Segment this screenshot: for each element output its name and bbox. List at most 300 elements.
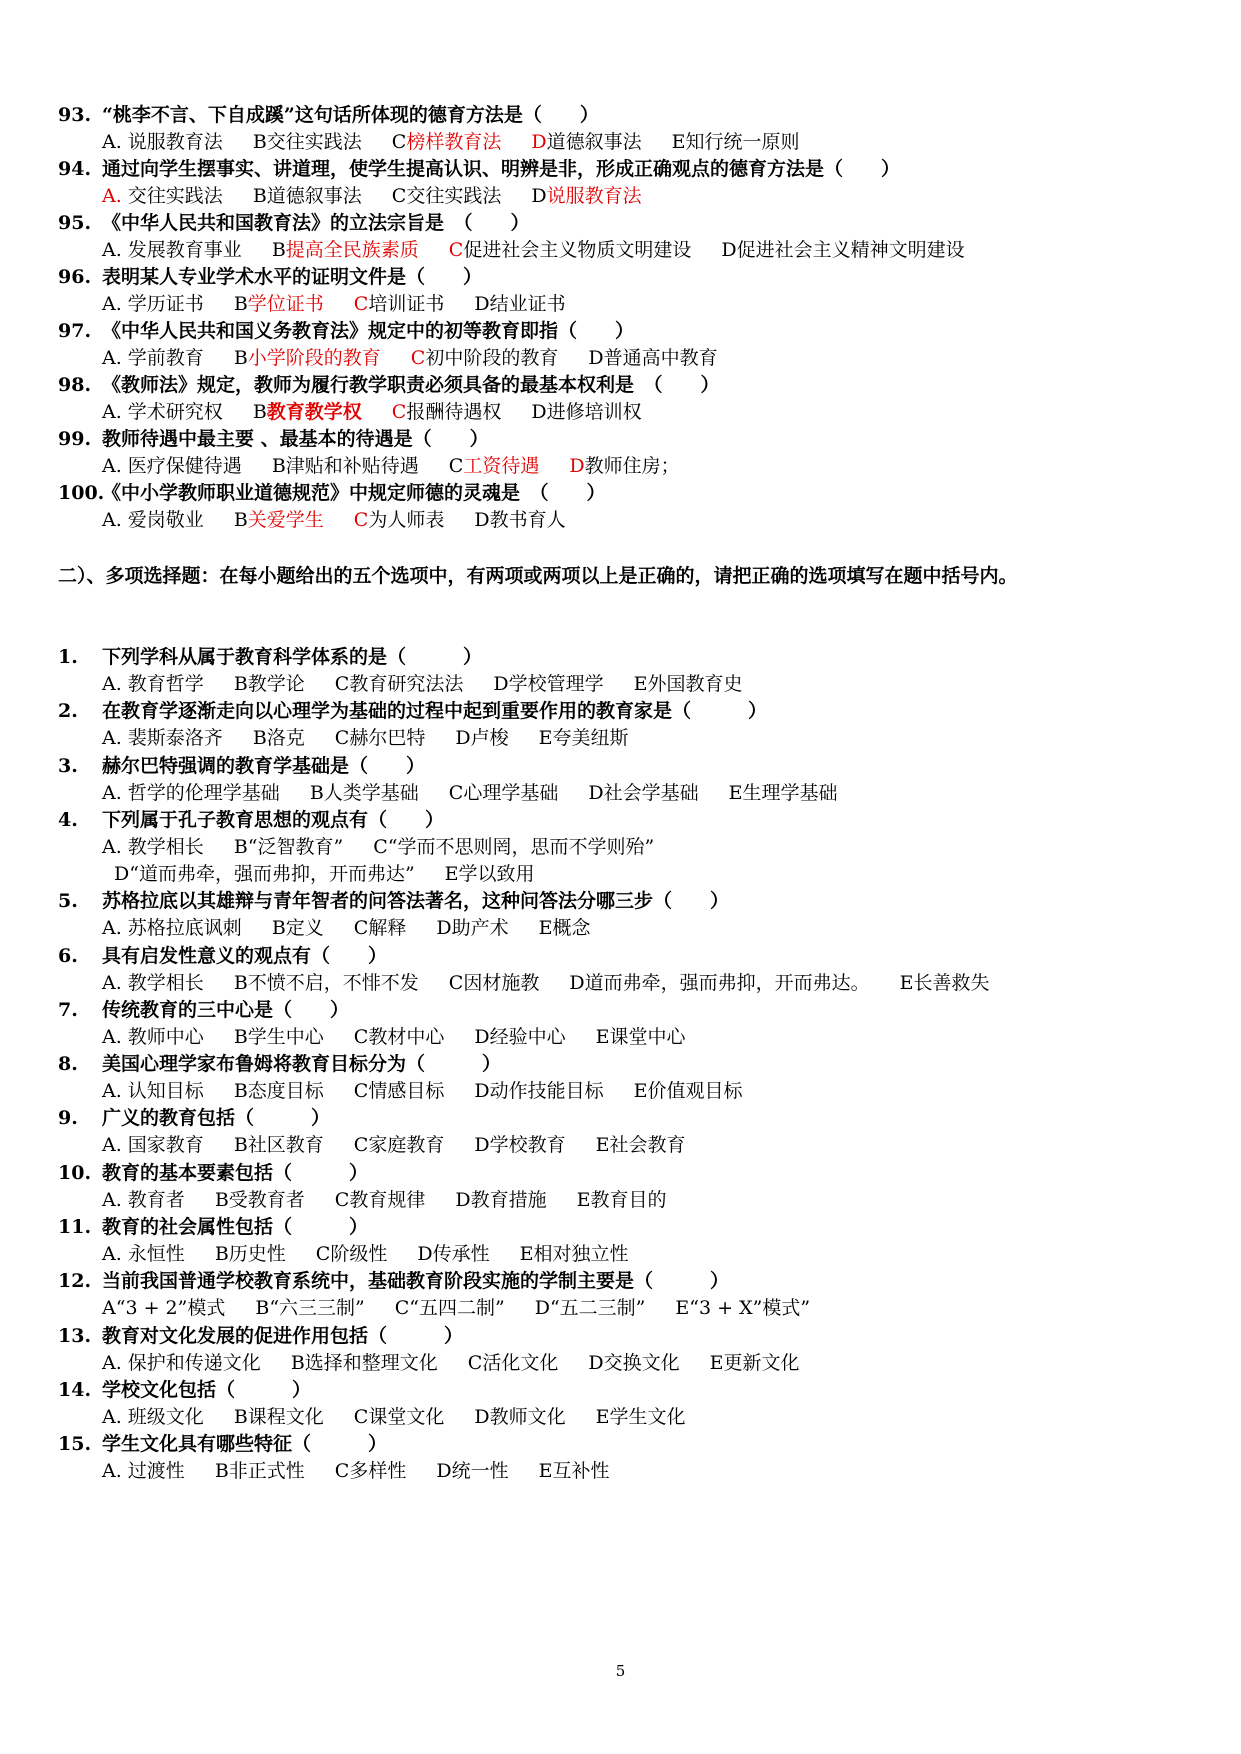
question-text: 教育的社会属性包括（ ） <box>102 1216 369 1238</box>
option <box>102 1188 185 1212</box>
option <box>234 346 381 370</box>
question <box>58 645 482 669</box>
option-letter: B <box>233 509 248 531</box>
option-letter: D <box>534 1297 550 1320</box>
option-letter: D <box>114 862 130 885</box>
options-row <box>102 130 830 154</box>
option-letter: A. <box>102 1351 122 1374</box>
option <box>335 1188 426 1212</box>
option-letter: D <box>531 131 547 153</box>
question <box>58 1215 368 1239</box>
option <box>291 1351 438 1375</box>
option-letter: A. <box>102 917 122 940</box>
option-letter: C <box>353 293 369 315</box>
options-row <box>102 1025 716 1049</box>
question-number: 12. <box>58 1270 92 1293</box>
option-letter: C <box>353 509 369 531</box>
option-letter: C <box>334 727 350 750</box>
option-letter: C <box>353 1080 369 1103</box>
question-text: 具有启发性意义的观点有（ ） <box>102 944 388 967</box>
option-letter: A. <box>102 1243 122 1265</box>
option-letter: D <box>474 293 490 315</box>
option <box>417 1242 489 1266</box>
option-text: 课堂中心 <box>609 1025 686 1048</box>
option <box>102 184 223 208</box>
option <box>596 1133 686 1157</box>
option-text: 小学阶段的教育 <box>247 347 381 369</box>
question-number: 97. <box>58 320 92 342</box>
option <box>102 1133 204 1157</box>
option-letter: E <box>595 1025 610 1048</box>
option-letter: D <box>474 1025 490 1048</box>
option <box>335 1459 407 1483</box>
question-number: 10. <box>58 1161 92 1184</box>
option-letter: B <box>214 1243 229 1265</box>
option <box>102 781 280 805</box>
option <box>102 1025 204 1049</box>
option <box>255 1296 364 1320</box>
question-text: 《中华人民共和国教育法》的立法宗旨是 （ ） <box>102 212 530 234</box>
option <box>354 916 407 940</box>
question-number: 7. <box>58 998 78 1021</box>
option-letter: E <box>671 131 686 153</box>
option-text: 知行统一原则 <box>685 131 800 153</box>
option <box>215 1459 305 1483</box>
option <box>596 1025 686 1049</box>
option-letter: D <box>531 401 547 423</box>
question-text: 赫尔巴特强调的教育学基础是（ ） <box>102 754 426 777</box>
option-letter: B <box>233 1134 248 1157</box>
options-row <box>102 400 672 424</box>
option <box>392 400 502 424</box>
option-letter: B <box>233 347 248 369</box>
option-text: 工资待遇 <box>463 455 540 477</box>
option-text: 更新文化 <box>723 1351 800 1374</box>
option-letter: C <box>467 1351 483 1374</box>
option-text: 社会学基础 <box>603 781 699 804</box>
option-text: 互补性 <box>552 1460 610 1483</box>
option-letter: E <box>709 1351 724 1374</box>
option <box>474 1133 565 1157</box>
option <box>114 862 415 886</box>
option <box>102 346 204 370</box>
option-letter: B <box>309 781 324 804</box>
question-text: 美国心理学家布鲁姆将教育目标分为（ ） <box>102 1053 502 1076</box>
option-letter: D <box>588 1351 604 1374</box>
question <box>58 103 599 127</box>
question-number: 93. <box>58 104 92 126</box>
option <box>569 454 679 478</box>
option <box>102 971 204 995</box>
option-letter: E <box>633 1080 648 1103</box>
option-letter: D <box>493 673 509 695</box>
option <box>102 1459 185 1483</box>
question-text: 传统教育的三中心是（ ） <box>102 998 350 1021</box>
question-text: 通过向学生摆事实、讲道理，使学生提高认识、明辨是非，形成正确观点的德育方法是（ ） <box>102 158 901 180</box>
option <box>468 1351 559 1375</box>
option-letter: A. <box>102 293 122 315</box>
option-text: 相对独立性 <box>533 1243 629 1265</box>
question-number: 1. <box>58 646 78 668</box>
option <box>539 1459 610 1483</box>
option-text: 道而弗牵，强而弗抑，开而弗达。 <box>584 971 870 994</box>
option-letter: A. <box>102 1134 122 1157</box>
option <box>354 508 445 532</box>
option <box>272 454 419 478</box>
options-row <box>102 916 621 940</box>
option <box>449 971 540 995</box>
option-letter: D <box>474 1080 490 1103</box>
option <box>272 916 324 940</box>
option-letter: A. <box>102 509 122 531</box>
option-letter: C <box>448 239 464 261</box>
question-number: 5. <box>58 890 78 913</box>
option <box>102 672 204 696</box>
options-row <box>102 1351 830 1375</box>
option-letter: E <box>633 673 648 695</box>
option-letter: D <box>417 1243 433 1265</box>
option-text: 爱岗敬业 <box>121 509 204 531</box>
option <box>253 184 362 208</box>
option <box>234 1133 324 1157</box>
option-text: 交往实践法 <box>266 131 362 153</box>
option-text: 说服教育法 <box>546 185 642 207</box>
option <box>102 1405 204 1429</box>
option <box>436 916 508 940</box>
option <box>354 1133 445 1157</box>
option-letter: D <box>588 781 604 804</box>
option <box>474 1079 603 1103</box>
option-text: 卢梭 <box>470 727 509 750</box>
question <box>58 1432 387 1456</box>
question-number: 4. <box>58 808 78 831</box>
option-text: 学以致用 <box>458 862 535 885</box>
option-text: 普通高中教育 <box>603 347 718 369</box>
options-row-continued <box>114 862 565 886</box>
option <box>215 1242 286 1266</box>
options-row <box>102 1242 659 1266</box>
option-text: 课程文化 <box>247 1405 324 1428</box>
option-letter: B <box>252 131 267 153</box>
option-text: 交换文化 <box>603 1351 680 1374</box>
option-letter: A. <box>102 347 122 369</box>
option-letter: C <box>315 1243 331 1265</box>
option-text: 态度目标 <box>247 1080 324 1103</box>
option-letter: E <box>576 1188 591 1211</box>
option <box>102 238 242 262</box>
option-letter: E <box>595 1134 610 1157</box>
option <box>102 292 204 316</box>
option-letter: B <box>214 1460 229 1483</box>
option-text: 受教育者 <box>228 1188 305 1211</box>
options-row <box>102 971 1020 995</box>
question-number: 2. <box>58 700 78 723</box>
option-text: 交往实践法 <box>121 185 223 207</box>
option-letter: A. <box>102 781 122 804</box>
option-text: 教育措施 <box>470 1188 547 1211</box>
question-text: 教育对文化发展的促进作用包括（ ） <box>102 1324 464 1347</box>
question-number: 6. <box>58 944 78 967</box>
option-text: 教育研究法法 <box>349 673 464 695</box>
option-text: 教学相长 <box>121 971 204 994</box>
options-row <box>102 184 672 208</box>
option-letter: A. <box>102 239 122 261</box>
option-letter: B <box>233 1025 248 1048</box>
option-text: 经验中心 <box>489 1025 566 1048</box>
option-letter: D <box>569 971 585 994</box>
question-text: “桃李不言、下自成蹊”这句话所体现的德育方法是（ ） <box>102 104 599 126</box>
option-text: 历史性 <box>228 1243 286 1265</box>
option <box>373 835 654 859</box>
option <box>102 916 242 940</box>
option <box>354 292 445 316</box>
option-text: 教师住房； <box>584 455 680 477</box>
option-text: 学前教育 <box>121 347 204 369</box>
option-letter: B <box>271 917 286 940</box>
option-text: 价值观目标 <box>647 1080 743 1103</box>
option <box>354 1079 445 1103</box>
option <box>102 1296 225 1320</box>
option <box>102 726 223 750</box>
question-text: 当前我国普通学校教育系统中，基础教育阶段实施的学制主要是（ ） <box>102 1270 730 1293</box>
question-text: 苏格拉底以其雄辩与青年智者的问答法著名，这种问答法分哪三步（ ） <box>102 890 730 913</box>
option <box>234 1025 324 1049</box>
option <box>234 835 343 859</box>
option <box>449 238 692 262</box>
option-text: 赫尔巴特 <box>349 727 426 750</box>
option <box>531 130 641 154</box>
option <box>569 971 869 995</box>
option-letter: A. <box>102 185 122 207</box>
option-letter: D <box>721 239 737 261</box>
option-text: 心理学基础 <box>463 781 559 804</box>
question-text: 在教育学逐渐走向以心理学为基础的过程中起到重要作用的教育家是（ ） <box>102 700 768 723</box>
option-text: 学位证书 <box>247 293 324 315</box>
option <box>721 238 964 262</box>
option <box>729 781 838 805</box>
question <box>58 265 482 289</box>
option-letter: D <box>474 509 490 531</box>
option <box>493 672 603 696</box>
option <box>588 346 717 370</box>
option-letter: C <box>448 455 464 477</box>
question-number: 11. <box>58 1216 92 1238</box>
option <box>392 130 502 154</box>
options-row <box>102 454 710 478</box>
option <box>102 454 242 478</box>
option-text: 洛克 <box>266 727 305 750</box>
question-text: 学生文化具有哪些特征（ ） <box>102 1433 388 1456</box>
option-letter: C <box>334 673 350 695</box>
option <box>535 1296 646 1320</box>
option-letter: D <box>455 727 471 750</box>
option-text: “道而弗牵，强而弗抑，开而弗达” <box>129 862 415 885</box>
options-row <box>102 672 773 696</box>
option-text: 情感目标 <box>368 1080 445 1103</box>
option-letter: E <box>728 781 743 804</box>
option-text: 学生中心 <box>247 1025 324 1048</box>
question-number: 14. <box>58 1378 92 1401</box>
option <box>234 1079 324 1103</box>
option-letter: C <box>391 131 407 153</box>
option-letter: A. <box>102 835 122 858</box>
options-row <box>102 1079 773 1103</box>
option-letter: A <box>102 1297 116 1320</box>
option-text: 非正式性 <box>228 1460 305 1483</box>
option-text: 说服教育法 <box>121 131 223 153</box>
option-text: 教学相长 <box>121 835 204 858</box>
option-text: 多样性 <box>349 1460 407 1483</box>
option <box>335 672 464 696</box>
option <box>234 508 324 532</box>
question <box>58 808 444 832</box>
question-text: 下列属于孔子教育思想的观点有（ ） <box>102 808 445 831</box>
option-text: 道德叙事法 <box>266 185 362 207</box>
option-text: 道德叙事法 <box>546 131 642 153</box>
option-letter: D <box>436 1460 452 1483</box>
option-text: 初中阶段的教育 <box>425 347 559 369</box>
option-text: 进修培训权 <box>546 401 642 423</box>
option <box>675 1296 810 1320</box>
option-text: 选择和整理文化 <box>304 1351 438 1374</box>
option <box>455 1188 546 1212</box>
option-text: 教师文化 <box>489 1405 566 1428</box>
option-letter: B <box>252 185 267 207</box>
question-number: 96. <box>58 266 92 288</box>
option-text: 结业证书 <box>489 293 566 315</box>
option <box>310 781 419 805</box>
option-text: 报酬待遇权 <box>406 401 502 423</box>
option-text: 社区教育 <box>247 1134 324 1157</box>
option-letter: D <box>436 917 452 940</box>
option <box>531 400 641 424</box>
option-letter: B <box>252 727 267 750</box>
option-letter: B <box>271 455 286 477</box>
option-text: “学而不思则罔，思而不学则殆” <box>387 835 655 858</box>
option <box>272 238 419 262</box>
option-text: 学术研究权 <box>121 401 223 423</box>
option-letter: E <box>538 727 553 750</box>
option-letter: A. <box>102 1188 122 1211</box>
option-text: 班级文化 <box>121 1405 204 1428</box>
option-letter: E <box>595 1405 610 1428</box>
option-text: 夸美纽斯 <box>552 727 629 750</box>
option-text: 教师中心 <box>121 1025 204 1048</box>
option-text: 教育目的 <box>590 1188 667 1211</box>
option <box>474 508 565 532</box>
option <box>520 1242 629 1266</box>
option-text: 永恒性 <box>121 1243 185 1265</box>
options-row <box>102 781 868 805</box>
option-letter: B <box>255 1297 270 1320</box>
option <box>102 835 204 859</box>
option-text: 教材中心 <box>368 1025 445 1048</box>
option-text: 长善救失 <box>913 971 990 994</box>
question-number: 99. <box>58 428 92 450</box>
option-letter: C <box>353 1134 369 1157</box>
options-row <box>102 1188 697 1212</box>
option <box>411 346 559 370</box>
option <box>474 1405 565 1429</box>
option-text: “五二三制” <box>549 1297 646 1320</box>
option <box>436 1459 508 1483</box>
question-number: 9. <box>58 1107 78 1130</box>
option-text: “3 + 2”模式 <box>115 1297 226 1320</box>
option-letter: A. <box>102 1460 122 1483</box>
question-text: 教师待遇中最主要 、最基本的待遇是（ ） <box>102 428 489 450</box>
option-text: 活化文化 <box>482 1351 559 1374</box>
option-text: 关爱学生 <box>247 509 324 531</box>
option <box>215 1188 305 1212</box>
option-letter: C <box>334 1460 350 1483</box>
option-text: 培训证书 <box>368 293 445 315</box>
option-text: 教学论 <box>247 673 305 695</box>
question-number: 98. <box>58 374 92 396</box>
question-number: 95. <box>58 212 92 234</box>
option <box>234 672 305 696</box>
question <box>58 944 387 968</box>
option-text: 过渡性 <box>121 1460 185 1483</box>
option-text: 国家教育 <box>121 1134 204 1157</box>
option-letter: E <box>899 971 914 994</box>
option-letter: A. <box>102 401 122 423</box>
option-letter: A. <box>102 727 122 750</box>
option-text: 榜样教育法 <box>406 131 502 153</box>
question <box>58 1378 311 1402</box>
question-text: 教育的基本要素包括（ ） <box>102 1161 369 1184</box>
option-letter: D <box>531 185 547 207</box>
option-letter: B <box>271 239 286 261</box>
option-letter: A. <box>102 1080 122 1103</box>
options-row <box>102 1133 716 1157</box>
option-letter: D <box>588 347 604 369</box>
option-text: 保护和传递文化 <box>121 1351 261 1374</box>
options-row <box>102 238 995 262</box>
option <box>474 1025 565 1049</box>
option-text: 解释 <box>368 917 407 940</box>
question-number: 8. <box>58 1053 78 1076</box>
option-text: 学生文化 <box>609 1405 686 1428</box>
options-row <box>102 1459 640 1483</box>
options-row <box>102 346 748 370</box>
question <box>58 319 634 343</box>
question <box>58 373 720 397</box>
option-text: 教育者 <box>121 1188 185 1211</box>
option-text: “六三三制” <box>269 1297 365 1320</box>
option-text: 外国教育史 <box>647 673 743 695</box>
option-text: 生理学基础 <box>742 781 838 804</box>
option <box>102 1242 185 1266</box>
question-text: 《中华人民共和国义务教育法》规定中的初等教育即指（ ） <box>102 320 635 342</box>
question-text: 《中小学教师职业道德规范》中规定师德的灵魂是 （ ） <box>102 482 606 504</box>
option-text: 因材施教 <box>463 971 540 994</box>
option-text: 概念 <box>552 917 591 940</box>
option-letter: C <box>448 781 464 804</box>
option-letter: D <box>474 1405 490 1428</box>
option <box>588 781 698 805</box>
option <box>316 1242 388 1266</box>
option <box>102 1079 204 1103</box>
option <box>449 454 540 478</box>
option-letter: C <box>391 185 407 207</box>
option-text: 哲学的伦理学基础 <box>121 781 280 804</box>
option-text: 提高全民族素质 <box>285 239 419 261</box>
option-letter: B <box>233 293 248 315</box>
option <box>234 1405 324 1429</box>
option <box>596 1405 686 1429</box>
option <box>234 971 419 995</box>
option <box>354 1405 445 1429</box>
